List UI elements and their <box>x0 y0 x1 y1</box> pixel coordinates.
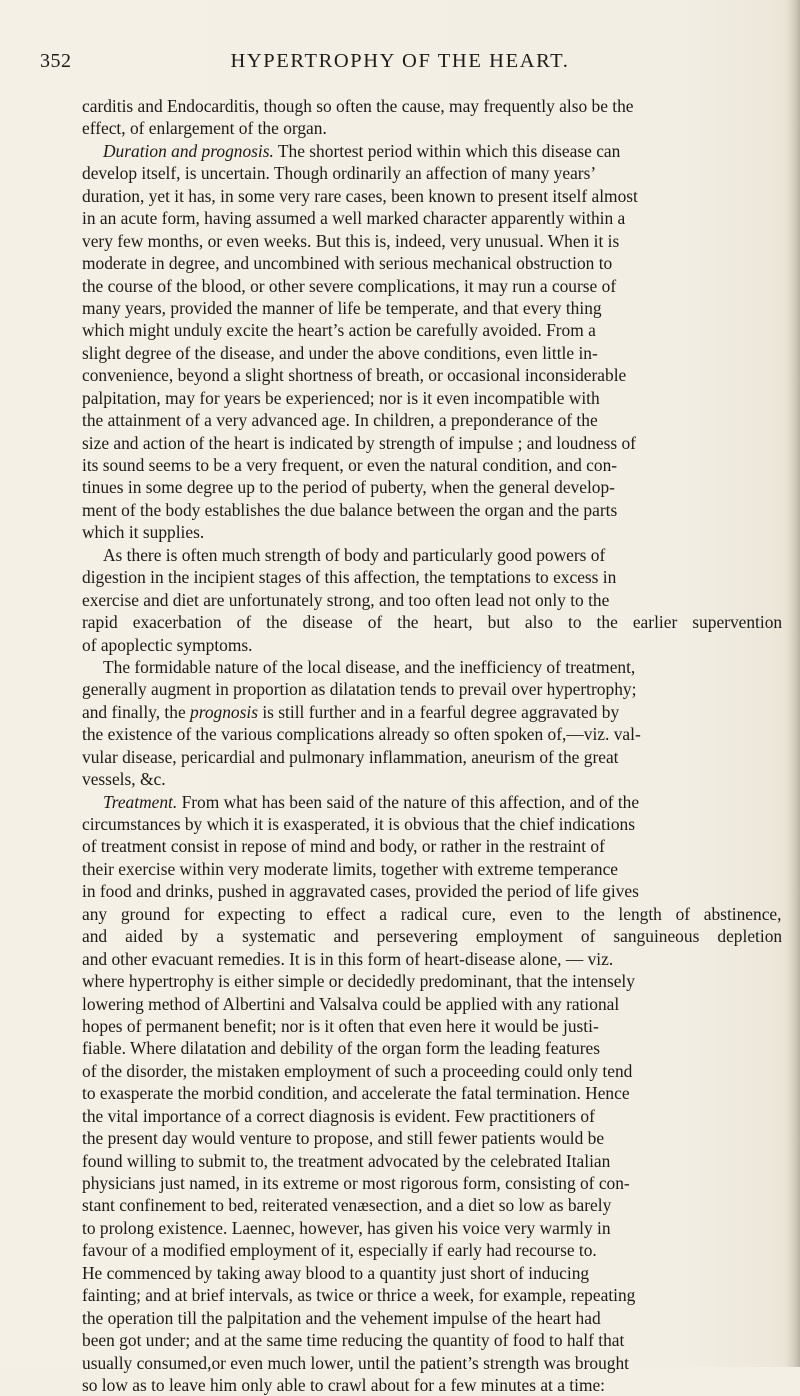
text-line <box>82 252 782 274</box>
text-line <box>82 1284 782 1306</box>
text-line <box>82 611 782 633</box>
line-text: of treatment consist in repose of mind and body, or rather in the restraint of <box>82 836 605 857</box>
text-line <box>82 454 782 476</box>
text-line <box>82 634 782 656</box>
text-line <box>82 499 782 521</box>
italic-text: Duration and prognosis. <box>103 140 274 161</box>
line-text: lowering method of Albertini and Valsalva could be applied with any rational <box>82 993 620 1014</box>
line-text: convenience, beyond a slight shortness of breath, or occasional inconsiderable <box>82 365 627 386</box>
text-line <box>82 813 782 835</box>
line-text: of apoplectic symptoms. <box>82 634 253 655</box>
line-text: and finally, the <box>82 701 191 722</box>
line-text: the existence of the various complications already so often spoken of,—viz. val- <box>82 724 641 745</box>
page-header <box>0 50 800 80</box>
text-line <box>82 1329 782 1351</box>
line-text: which it supplies. <box>82 522 205 543</box>
text-line <box>82 1105 782 1127</box>
text-line <box>82 746 782 768</box>
text-line <box>82 1194 782 1216</box>
line-text: been got under; and at the same time reducing the quantity of food to half that <box>82 1330 625 1351</box>
text-line <box>82 1307 782 1329</box>
line-text: favour of a modified employment of it, especially if early had recourse to. <box>82 1240 597 1261</box>
line-text: vessels, &c. <box>82 769 166 790</box>
line-text: effect, of enlargement of the organ. <box>82 118 327 139</box>
text-line <box>82 297 782 319</box>
line-text: size and action of the heart is indicated by strength of impulse ; and loudness of <box>82 432 636 453</box>
text-line <box>82 993 782 1015</box>
text-line <box>82 1172 782 1194</box>
line-text: stant confinement to bed, reiterated venæsection, and a diet so low as barely <box>82 1195 612 1216</box>
line-text: in an acute form, having assumed a well marked character apparently within a <box>82 208 626 229</box>
text-line <box>82 678 782 700</box>
line-text: vular disease, pericardial and pulmonary inflammation, aneurism of the great <box>82 746 619 767</box>
text-line <box>82 1127 782 1149</box>
line-text: physicians just named, in its extreme or most rigorous form, consisting of con- <box>82 1173 630 1193</box>
text-line <box>82 1015 782 1037</box>
text-line <box>82 230 782 252</box>
text-line <box>82 701 782 723</box>
line-text: digestion in the incipient stages of this affection, the temptations to excess in <box>82 567 617 588</box>
text-line <box>82 1150 782 1172</box>
text-line <box>82 95 782 117</box>
text-line <box>82 903 782 925</box>
line-text: to exasperate the morbid condition, and accelerate the fatal termination. Hence <box>82 1083 630 1104</box>
line-text: very few months, or even weeks. But this is, indeed, very unusual. When it is <box>82 230 620 251</box>
text-line <box>82 476 782 498</box>
line-text: which might unduly excite the heart’s action be carefully avoided. From a <box>82 320 596 341</box>
text-line <box>82 185 782 207</box>
line-text: circumstances by which it is exasperated, it is obvious that the chief indications <box>82 814 635 834</box>
running-title: HYPERTROPHY OF THE HEART. <box>230 50 570 72</box>
text-line <box>82 409 782 431</box>
line-text: many years, provided the manner of life be temperate, and that every thing <box>82 297 602 318</box>
line-text: the vital importance of a correct diagnosis is evident. Few practitioners of <box>82 1105 595 1126</box>
line-text: fainting; and at brief intervals, as twice or thrice a week, for example, repeating <box>82 1285 636 1306</box>
line-text: The shortest period within which this disease can <box>273 140 621 161</box>
line-text: duration, yet it has, in some very rare cases, been known to present itself almost <box>82 185 638 206</box>
text-line <box>82 1060 782 1082</box>
text-line <box>82 1217 782 1239</box>
line-text: The formidable nature of the local disease, and the inefficiency of treatment, <box>103 656 636 677</box>
text-line <box>82 162 782 184</box>
line-text: the course of the blood, or other severe complications, it may run a course of <box>82 275 617 296</box>
line-text: their exercise within very moderate limits, together with extreme temperance <box>82 858 619 879</box>
text-line <box>82 1262 782 1284</box>
line-text: the attainment of a very advanced age. In children, a preponderance of the <box>82 410 598 431</box>
text-line <box>82 521 782 543</box>
text-line <box>82 117 782 139</box>
page-number: 352 <box>40 50 72 72</box>
line-text: generally augment in proportion as dilatation tends to prevail over hypertrophy; <box>82 679 637 700</box>
line-text: exercise and diet are unfortunately strong, and too often lead not only to the <box>82 589 610 610</box>
line-text: the present day would venture to propose, and still fewer patients would be <box>82 1128 605 1149</box>
line-text: slight degree of the disease, and under the above conditions, even little in- <box>82 342 598 363</box>
text-line <box>82 589 782 611</box>
line-text: ment of the body establishes the due balance between the organ and the parts <box>82 499 618 520</box>
text-line <box>82 275 782 297</box>
line-text: to prolong existence. Laennec, however, has given his voice very warmly in <box>82 1217 611 1238</box>
line-text: As there is often much strength of body and particularly good powers of <box>103 544 606 565</box>
line-text: tinues in some degree up to the period of puberty, when the general develop- <box>82 477 615 498</box>
body-text <box>82 95 782 1396</box>
italic-text: prognosis <box>190 701 258 722</box>
line-text: the operation till the palpitation and the vehement impulse of the heart had <box>82 1307 601 1328</box>
line-text: fiable. Where dilatation and debility of the organ form the leading features <box>82 1038 600 1059</box>
line-text: where hypertrophy is either simple or decidedly predominant, that the intensely <box>82 971 635 992</box>
italic-text: Treatment. <box>103 791 178 812</box>
line-text: From what has been said of the nature of this affection, and of the <box>177 791 640 812</box>
line-text: rapid exacerbation of the disease of the heart, but also to the earlier supervention <box>82 612 783 633</box>
text-line <box>82 723 782 745</box>
line-text: in food and drinks, pushed in aggravated cases, provided the period of life gives <box>82 881 639 902</box>
line-text: of the disorder, the mistaken employment of such a proceeding could only tend <box>82 1060 633 1081</box>
text-line <box>82 140 782 162</box>
text-line <box>82 1352 782 1374</box>
text-line <box>82 948 782 970</box>
text-line <box>82 566 782 588</box>
line-text: develop itself, is uncertain. Though ordinarily an affection of many years’ <box>82 163 597 184</box>
text-line <box>82 791 782 813</box>
line-text: any ground for expecting to effect a radical cure, even to the length of abstinence, <box>82 903 782 924</box>
line-text: carditis and Endocarditis, though so often the cause, may frequently also be the <box>82 96 634 116</box>
line-text: palpitation, may for years be experienced; nor is it even incompatible with <box>82 387 600 408</box>
line-text: usually consumed,or even much lower, until the patient’s strength was brought <box>82 1352 629 1373</box>
line-text: so low as to leave him only able to crawl about for a few minutes at a time: <box>82 1374 606 1395</box>
text-line <box>82 364 782 386</box>
line-text: and other evacuant remedies. It is in this form of heart-disease alone, — viz. <box>82 948 614 969</box>
text-line <box>82 768 782 790</box>
text-line <box>82 1239 782 1261</box>
text-line <box>82 835 782 857</box>
text-line <box>82 1082 782 1104</box>
text-line <box>82 432 782 454</box>
line-text: is still further and in a fearful degree aggravated by <box>257 701 620 722</box>
text-line <box>82 342 782 364</box>
line-text: and aided by a systematic and persevering employment of sanguineous depletion <box>82 926 783 947</box>
text-line <box>82 858 782 880</box>
text-line <box>82 880 782 902</box>
text-line <box>82 544 782 566</box>
text-line <box>82 925 782 947</box>
line-text: hopes of permanent benefit; nor is it often that even here it would be justi- <box>82 1015 599 1036</box>
page-edge-shadow <box>786 0 800 1367</box>
text-line <box>82 319 782 341</box>
text-line <box>82 1374 782 1396</box>
text-line <box>82 387 782 409</box>
text-line <box>82 970 782 992</box>
line-text: found willing to submit to, the treatment advocated by the celebrated Italian <box>82 1150 611 1171</box>
text-line <box>82 656 782 678</box>
line-text: its sound seems to be a very frequent, or even the natural condition, and con- <box>82 455 618 475</box>
line-text: moderate in degree, and uncombined with serious mechanical obstruction to <box>82 253 613 274</box>
text-line <box>82 207 782 229</box>
line-text: He commenced by taking away blood to a quantity just short of inducing <box>82 1262 590 1283</box>
text-line <box>82 1037 782 1059</box>
